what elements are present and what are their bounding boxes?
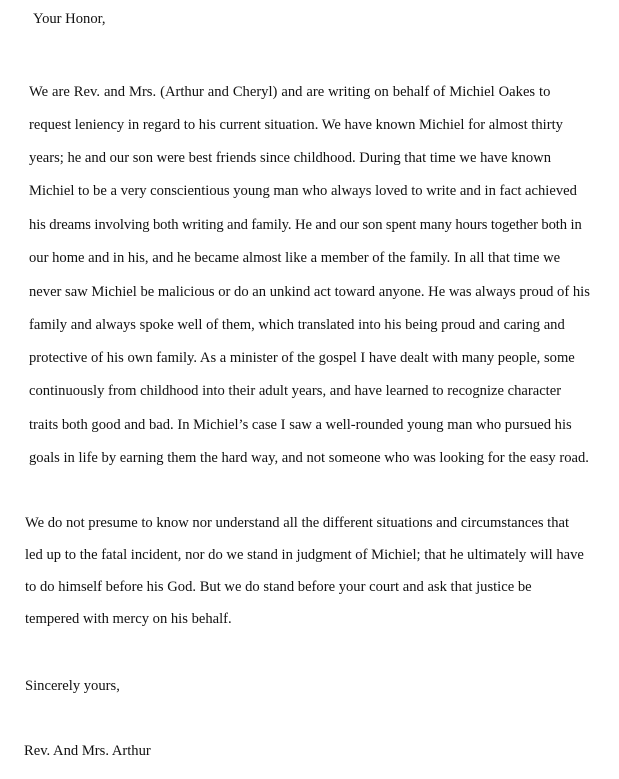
paragraph-line: Michiel to be a very conscientious young man who always loved to write and in fact achieved: [29, 183, 577, 199]
signature: Rev. And Mrs. Arthur: [24, 743, 151, 759]
paragraph-line: family and always spoke well of them, which translated into his being proud and caring and: [29, 317, 565, 333]
paragraph-line: tempered with mercy on his behalf.: [25, 611, 232, 627]
paragraph-line: We are Rev. and Mrs. (Arthur and Cheryl) and are writing on behalf of Michiel Oakes to: [29, 84, 551, 100]
paragraph-line: our home and in his, and he became almost like a member of the family. In all that time we: [29, 250, 561, 266]
paragraph-line: to do himself before his God. But we do stand before your court and ask that justice be: [25, 579, 532, 595]
paragraph-line: goals in life by earning them the hard way, and not someone who was looking for the easy road.: [29, 450, 589, 466]
paragraph-line: his dreams involving both writing and family. He and our son spent many hours together both in: [29, 217, 582, 233]
paragraph-line: years; he and our son were best friends since childhood. During that time we have known: [29, 150, 551, 166]
paragraph-line: led up to the fatal incident, nor do we stand in judgment of Michiel; that he ultimately will have: [25, 547, 584, 563]
paragraph-line: continuously from childhood into their adult years, and have learned to recognize character: [29, 383, 562, 399]
closing: Sincerely yours,: [25, 678, 120, 694]
paragraph-line: request leniency in regard to his current situation. We have known Michiel for almost thirty: [29, 117, 563, 133]
salutation: Your Honor,: [33, 11, 106, 27]
paragraph-line: traits both good and bad. In Michiel’s case I saw a well-rounded young man who pursued his: [29, 417, 572, 433]
paragraph-line: never saw Michiel be malicious or do an unkind act toward anyone. He was always proud of his: [29, 284, 590, 300]
paragraph-line: We do not presume to know nor understand all the different situations and circumstances that: [25, 515, 570, 531]
paragraph-line: protective of his own family. As a minister of the gospel I have dealt with many people, some: [29, 350, 575, 366]
